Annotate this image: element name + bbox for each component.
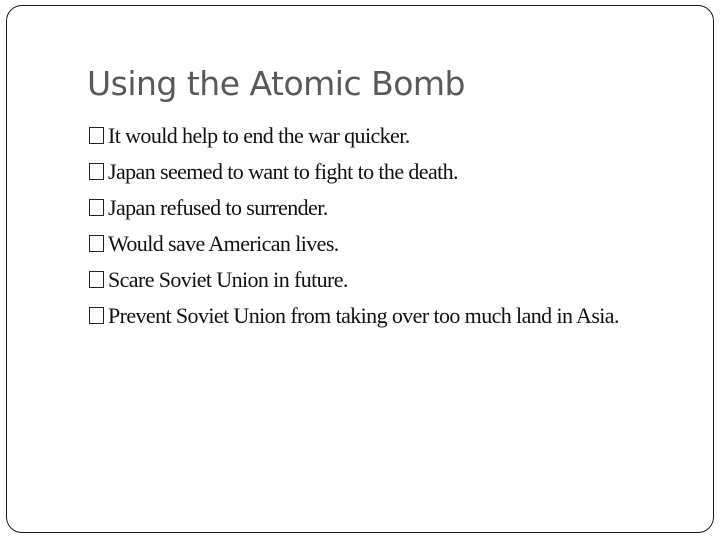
bullet-text: Prevent Soviet Union from taking over too much land in Asia. — [108, 303, 619, 328]
hollow-square-bullet-icon — [89, 127, 104, 144]
slide-title: Using the Atomic Bomb — [87, 64, 466, 103]
bullet-text: Scare Soviet Union in future. — [108, 267, 348, 292]
hollow-square-bullet-icon — [89, 199, 104, 216]
bullet-text: Japan refused to surrender. — [108, 195, 328, 220]
bullet-text: Would save American lives. — [108, 231, 339, 256]
bullet-item — [89, 122, 649, 150]
bullet-item — [89, 230, 649, 258]
bullet-item — [89, 158, 649, 186]
hollow-square-bullet-icon — [89, 235, 104, 252]
bullet-text: It would help to end the war quicker. — [108, 123, 410, 148]
bullet-item — [89, 194, 649, 222]
bullet-list — [89, 122, 649, 338]
bullet-text: Japan seemed to want to fight to the death. — [108, 159, 458, 184]
bullet-item — [89, 302, 649, 330]
hollow-square-bullet-icon — [89, 307, 104, 324]
hollow-square-bullet-icon — [89, 163, 104, 180]
hollow-square-bullet-icon — [89, 271, 104, 288]
slide-frame — [6, 5, 714, 533]
bullet-item — [89, 266, 649, 294]
